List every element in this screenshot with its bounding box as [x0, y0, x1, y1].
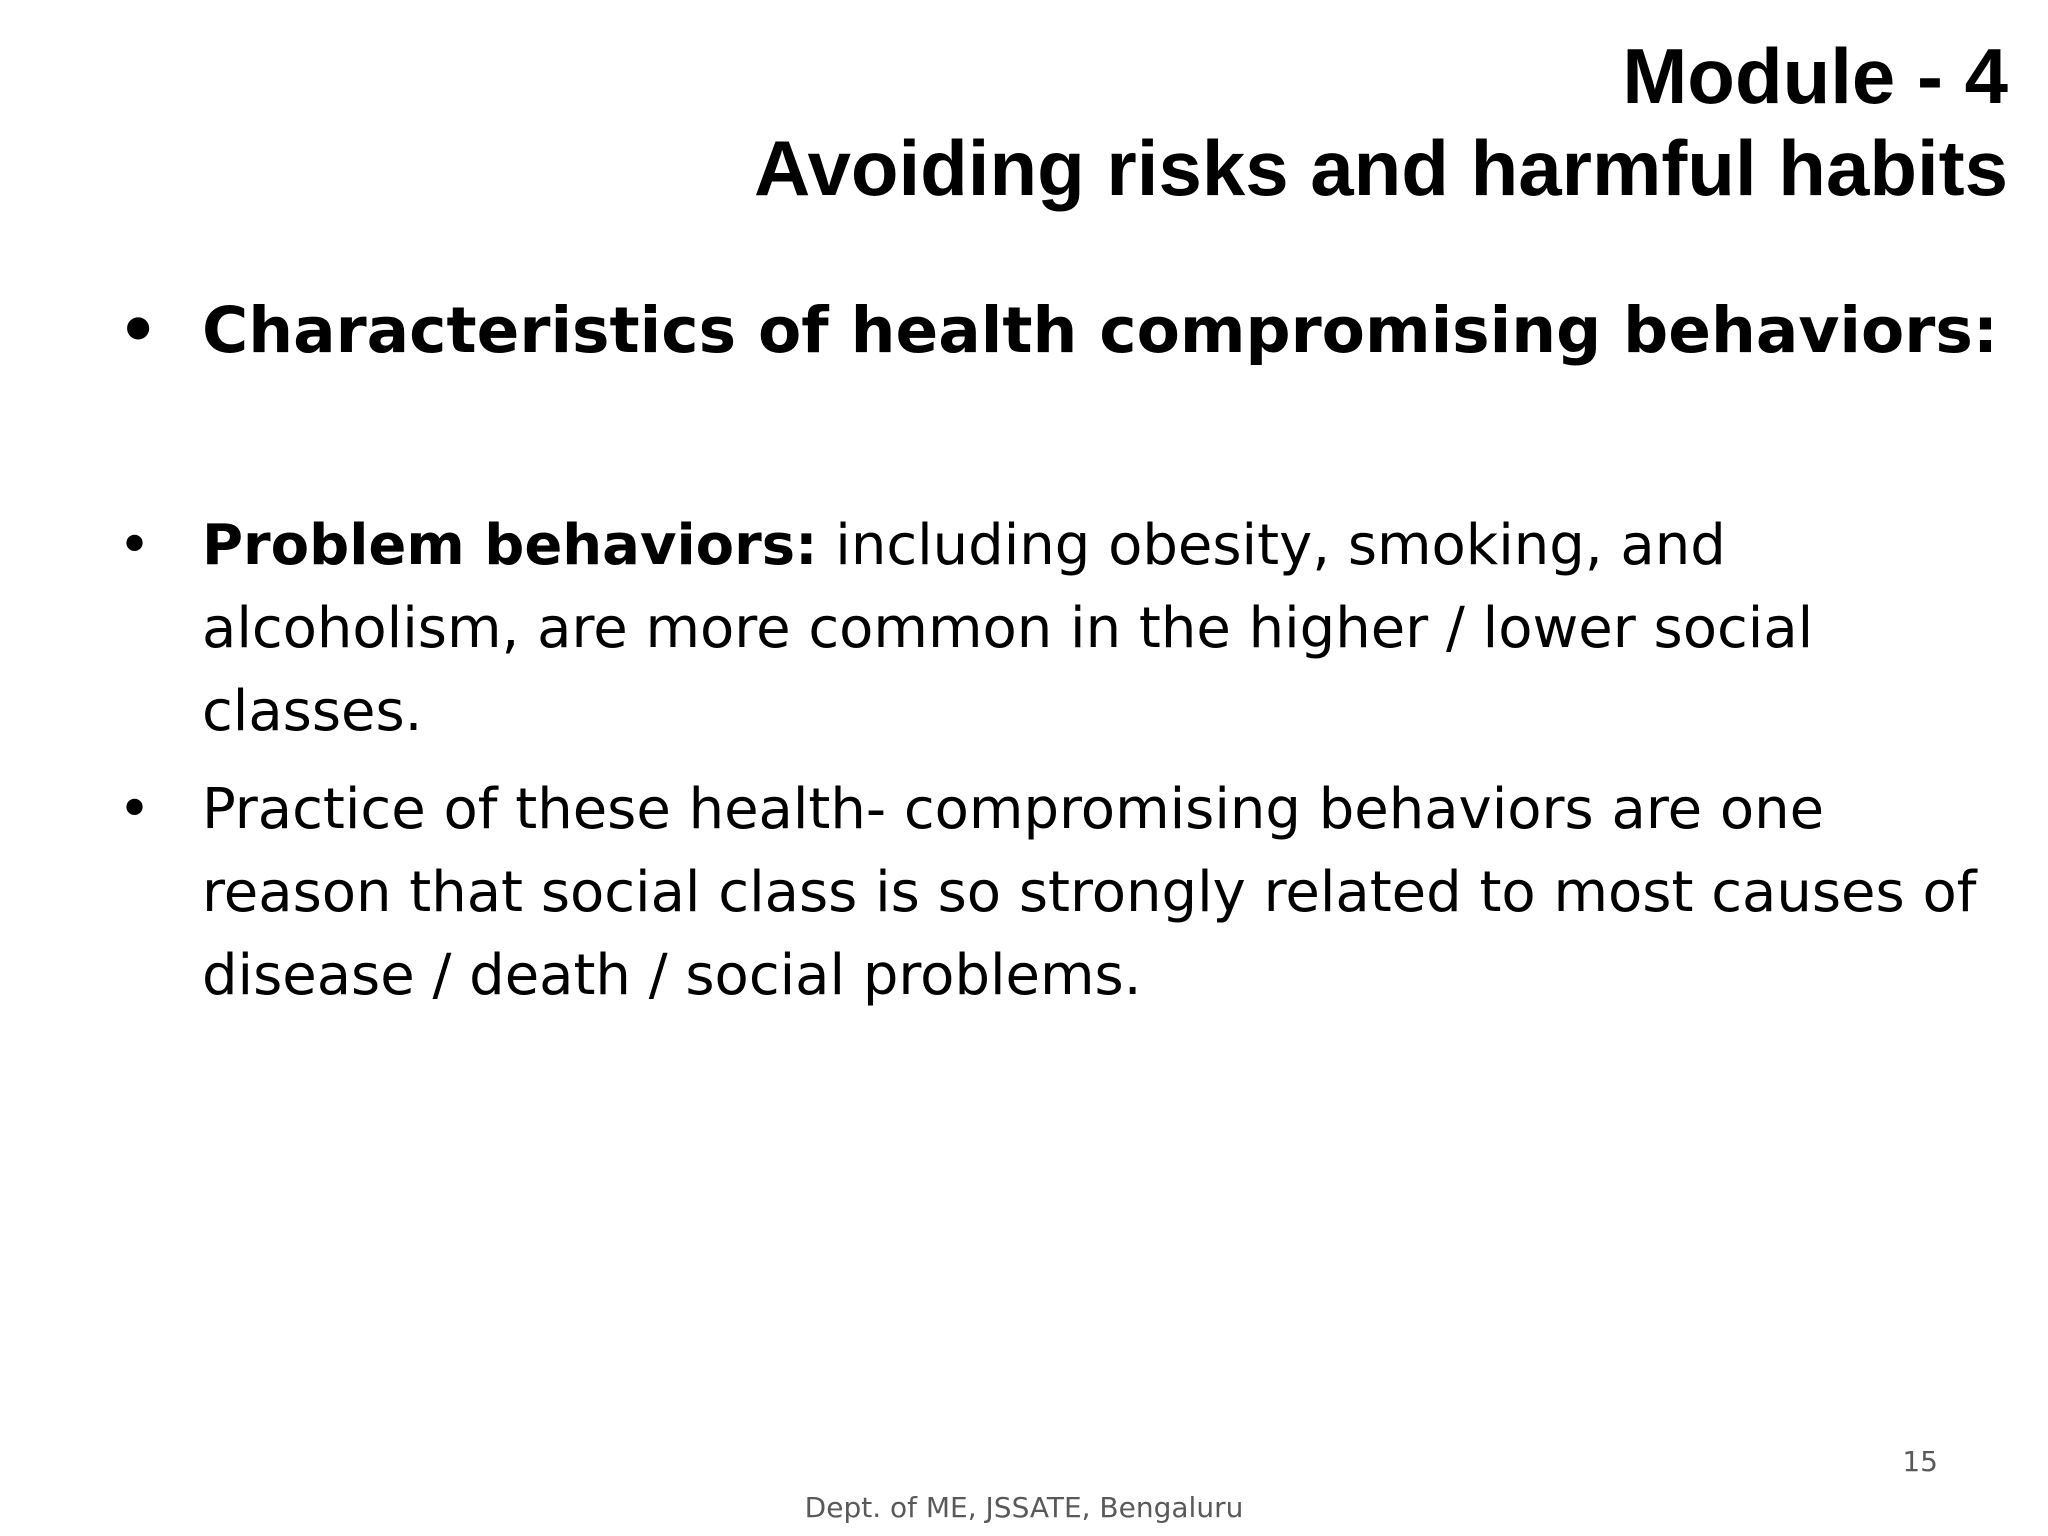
footer: Dept. of ME, JSSATE, Bengaluru: [804, 1491, 1244, 1524]
slide-title: [754, 30, 2008, 214]
bold-lead: Problem behaviors:: [202, 513, 818, 578]
bullet-body-text: including obesity, smoking, and alcoholism, are more common in the higher / lower social classes.: [202, 513, 1814, 744]
heading-text: Characteristics of health compromising behaviors:: [202, 294, 1999, 367]
bullet-marker: •: [118, 513, 152, 578]
bullet-list: [118, 290, 1998, 1017]
bullet-text: [202, 504, 1982, 753]
bullet-practice: [118, 768, 1998, 1017]
bullet-marker: •: [118, 777, 152, 842]
bullet-problem-behaviors: [118, 504, 1998, 753]
bullet-body-text: Practice of these health- compromising behaviors are one reason that social class is so strongly related to most causes of disease / death / social problems.: [202, 777, 1977, 1008]
page-number: 15: [1902, 1445, 1938, 1478]
bullet-marker: •: [118, 294, 159, 367]
module-title: Module - 4: [1622, 32, 2008, 120]
topic-title: Avoiding risks and harmful habits: [754, 124, 2008, 212]
bullet-heading: [118, 290, 1998, 372]
